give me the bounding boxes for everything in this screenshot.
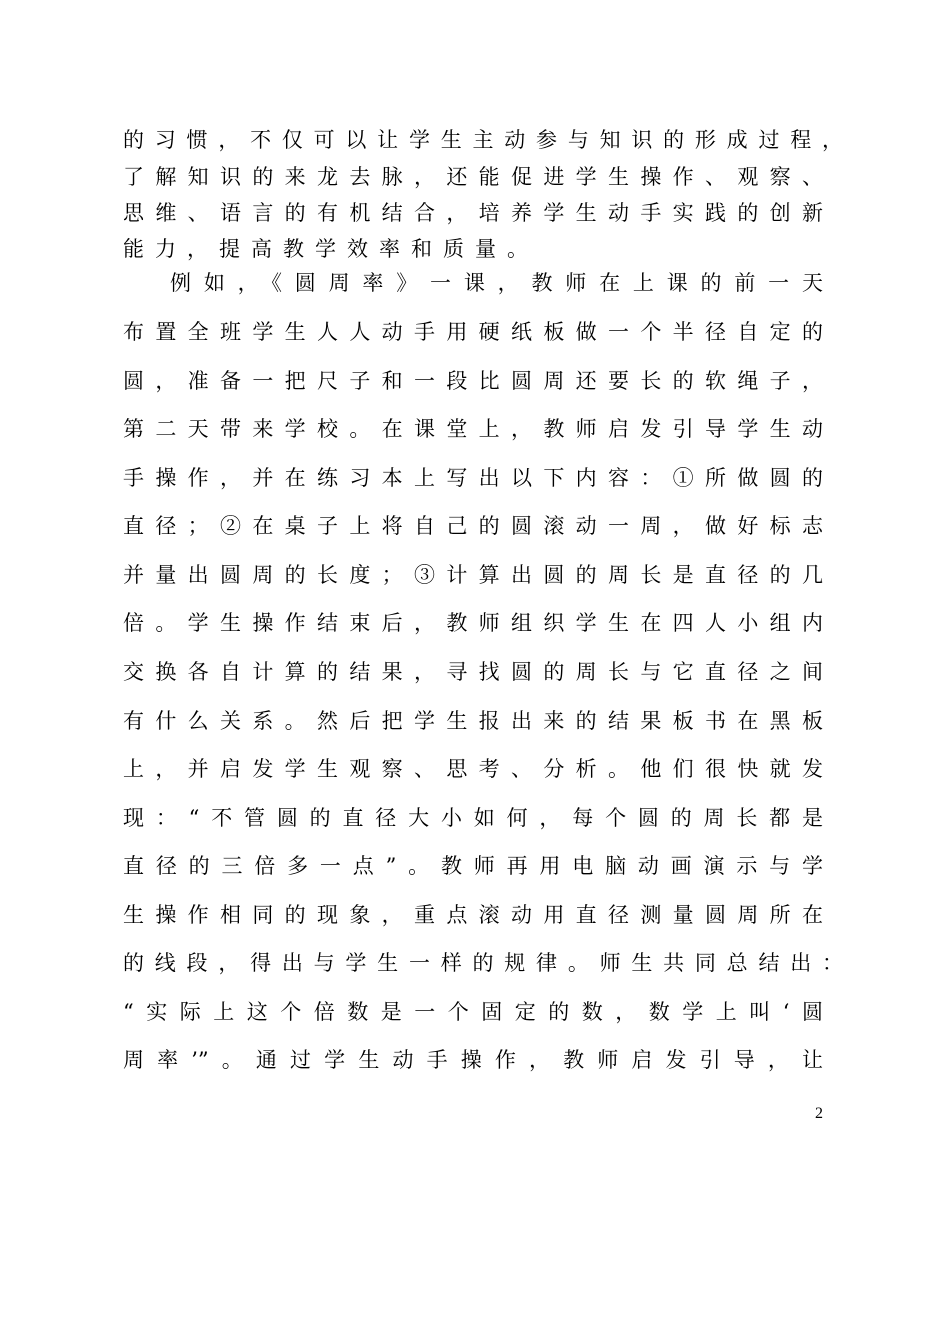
text-line-20: “实际上这个倍数是一个固定的数，数学上叫‘圆	[123, 1000, 823, 1024]
text-line-19: 的线段，得出与学生一样的规律。师生共同总结出：	[123, 951, 843, 975]
text-line-21: 周率’”。通过学生动手操作，教师启发引导，让	[123, 1048, 823, 1072]
text-line-17: 直径的三倍多一点”。教师再用电脑动画演示与学	[123, 854, 823, 878]
text-line-2: 了解知识的来龙去脉，还能促进学生操作、观察、	[123, 165, 823, 189]
text-line-6: 布置全班学生人人动手用硬纸板做一个半径自定的	[123, 320, 823, 344]
text-line-10: 直径；②在桌子上将自己的圆滚动一周，做好标志	[123, 514, 823, 538]
page-number: 2	[815, 1105, 823, 1122]
text-line-15: 上，并启发学生观察、思考、分析。他们很快就发	[123, 757, 823, 781]
text-line-11: 并量出圆周的长度；③计算出圆的周长是直径的几	[123, 563, 823, 587]
text-line-16: 现：“不管圆的直径大小如何，每个圆的周长都是	[123, 806, 823, 830]
text-line-12: 倍。学生操作结束后，教师组织学生在四人小组内	[123, 611, 823, 635]
text-line-14: 有什么关系。然后把学生报出来的结果板书在黑板	[123, 709, 823, 733]
text-line-1: 的习惯，不仅可以让学生主动参与知识的形成过程，	[123, 128, 843, 152]
text-line-7: 圆，准备一把尺子和一段比圆周还要长的软绳子，	[123, 369, 823, 393]
text-line-13: 交换各自计算的结果，寻找圆的周长与它直径之间	[123, 660, 823, 684]
text-line-18: 生操作相同的现象，重点滚动用直径测量圆周所在	[123, 903, 823, 927]
text-line-3: 思维、语言的有机结合，培养学生动手实践的创新	[123, 201, 823, 225]
text-line-8: 第二天带来学校。在课堂上，教师启发引导学生动	[123, 417, 823, 441]
text-line-4: 能力，提高教学效率和质量。	[123, 237, 539, 261]
text-line-9: 手操作，并在练习本上写出以下内容：①所做圆的	[123, 466, 823, 490]
paragraph-start-line: 例如，《圆周率》一课，教师在上课的前一天	[170, 271, 823, 295]
